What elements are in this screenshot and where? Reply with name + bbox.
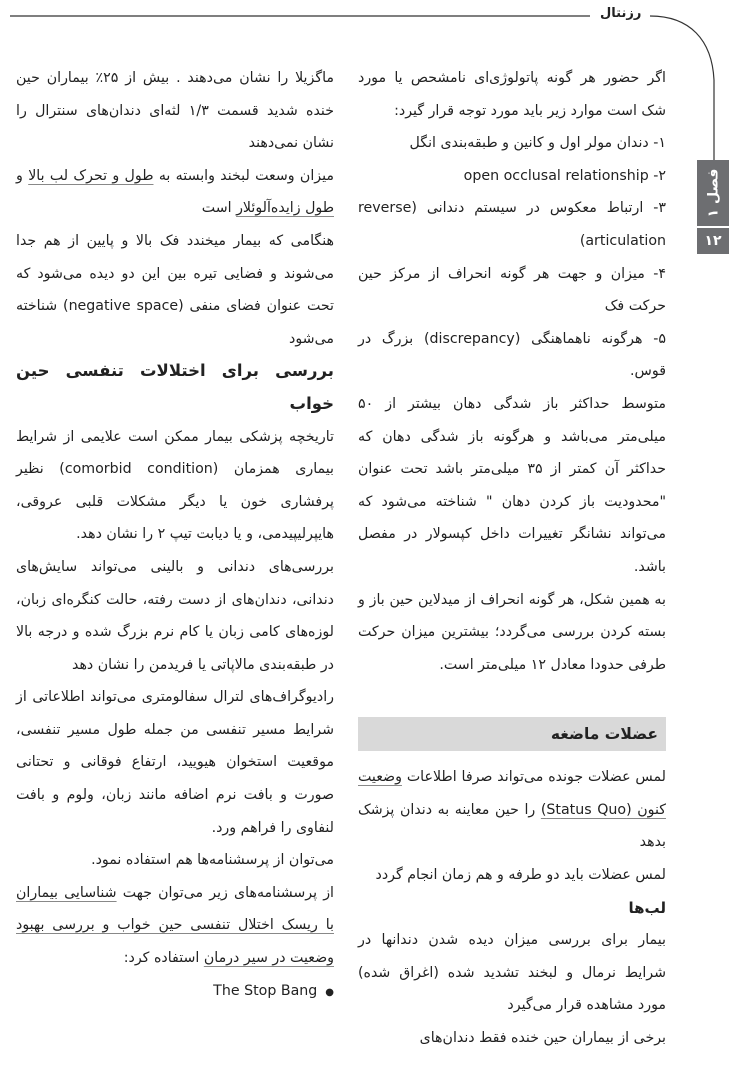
text-run: را حین معاینه به دندان پزشک بدهد — [358, 801, 666, 851]
paragraph: هنگامی که بیمار میخندد فک بالا و پایین از هم جدا می‌شوند و فضایی تیره بین این دو دیده می‌شود که تحت عنوان فضای منفی (negative space) شناخته می‌شود — [16, 232, 334, 347]
underlined-term: وضعیت کنون (Status Quo) — [358, 769, 666, 818]
section-title: عضلات ماضغه — [358, 717, 666, 751]
section-heading: بررسی برای اختلالات تنفسی حین خواب — [16, 361, 334, 413]
bullet-item — [16, 975, 334, 1010]
text-run: لمس عضلات جونده می‌تواند صرفا اطلاعات — [406, 769, 666, 786]
paragraph: برخی از بیماران حین خنده فقط دندان‌های — [419, 1030, 666, 1047]
text-run: از پرسشنامه‌های زیر می‌توان جهت — [122, 884, 335, 901]
list-item: ۱- دندان مولر اول و کانین و طبقه‌بندی انگل — [409, 135, 666, 152]
chapter-tab — [697, 160, 729, 226]
intro-paragraph: اگر حضور هر گونه پاتولوژی‌ای نامشحص یا مورد شک است موارد زیر باید مورد توجه قرار گیرد: — [358, 70, 666, 119]
list-item: ۲- open occlusal relationship — [463, 167, 666, 184]
chapter-tab-label: فصل ۱ — [704, 168, 721, 218]
paragraph — [16, 877, 334, 975]
list-item: ۴- میزان و جهت هر گونه انحراف از مرکز حین حرکت فک — [358, 265, 666, 315]
text-run: است — [201, 200, 232, 217]
paragraph: بیمار برای بررسی میزان دیده شدن دندانها در شرایط نرمال و لبخند تشدید شده (اغراق شده) مورد مشاهده قرار می‌گیرد — [358, 932, 666, 1014]
paragraph: تاریخچه پزشکی بیمار ممکن است علایمی از شرایط بیماری همزمان (comorbid condition) نظیر پرفشاری خون یا دیگر مشکلات قلبی عروقی، هایپرلیپیدمی، و یا دیابت تیپ ۲ را نشان دهد. — [16, 428, 334, 543]
paragraph — [16, 160, 334, 225]
paragraph: ماگزیلا را نشان می‌دهند . بیش از ۲۵٪ بیماران حین خنده شدید قسمت ۱/۳ لثه‌ای دندان‌های سنترال را نشان نمی‌دهند — [16, 70, 335, 152]
left-column — [16, 62, 334, 1009]
text-run: میزان وسعت لبخند وابسته به — [158, 167, 334, 184]
paragraph: لمس عضلات باید دو طرفه و هم زمان انجام گردد — [375, 867, 666, 884]
text-run: و — [16, 167, 23, 184]
paragraph: رادیوگراف‌های لترال سفالومتری می‌تواند اطلاعاتی از شرایط مسیر تنفسی من جمله طول مسیر تنفسی، موقعیت استخوان هیویید، ارتفاع فوقانی و تحتانی صورت و بافت نرم اضافه مانند زبان، ولوم و بافت لنفاوی را فراهم ورد. — [16, 689, 334, 836]
underlined-term: طول زایده‌آلوئلار — [236, 200, 334, 217]
underlined-term: شناسایی بیماران با ریسک اختلال تنفسی حین خواب و بررسی بهبود وضعیت در سیر درمان — [16, 884, 334, 967]
list-item: ۳- ارتباط معکوس در سیستم دندانی (reverse articulation) — [358, 200, 666, 249]
paragraph: متوسط حداکثر باز شدگی دهان بیشتر از ۵۰ میلی‌متر می‌باشد و هرگونه باز شدگی دهان که حداکثر آن کمتر از ۳۵ میلی‌متر باشد تحت عنوان "محدودیت باز کردن دهان " شناخته می‌شود که می‌تواند نشانگر تغییرات داخل کپسولار در مفصل باشد. — [358, 395, 667, 575]
paragraph: می‌توان از پرسشنامه‌ها هم استفاده نمود. — [91, 852, 334, 869]
text-run: استفاده کرد: — [123, 950, 200, 967]
page-number: ۱۲ — [697, 228, 729, 254]
underlined-term: طول و تحرک لب بالا — [28, 167, 154, 184]
list-item: ۵- هرگونه ناهماهنگی (discrepancy) بزرگ در قوس. — [358, 330, 666, 380]
paragraph: بررسی‌های دندانی و بالینی می‌تواند سایش‌های دندانی، دندان‌های از دست رفته، حالت کنگره‌ای زبان، لوزه‌های کامی زبان یا کام نرم بزرگ شده و درجه بالا در طبقه‌بندی مالاپاتی یا فریدمن را نشان دهد — [16, 558, 334, 673]
paragraph: به همین شکل، هر گونه انحراف از میدلاین حین باز و بسته کردن بررسی می‌گردد؛ بیشترین میزان حرکت طرفی حدودا معادل ۱۲ میلی‌متر است. — [358, 591, 666, 673]
paragraph — [358, 761, 666, 859]
right-column — [358, 62, 666, 1055]
bullet-text: The Stop Bang — [213, 982, 318, 999]
chapter-name: رزنتال — [600, 6, 642, 21]
subheading-lips: لب‌ها — [628, 898, 666, 917]
